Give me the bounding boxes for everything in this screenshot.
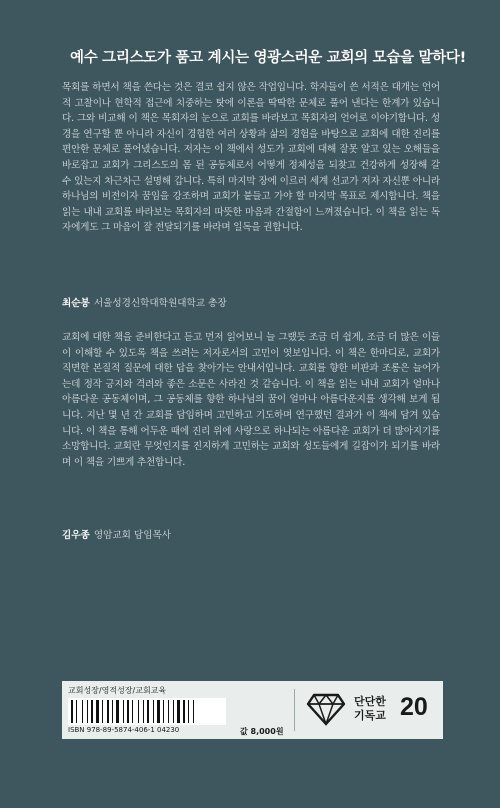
- review-text-1: 목회를 하면서 책을 쓴다는 것은 결코 쉽지 않은 작업입니다. 학자들이 쓴 서적은 대개는 언어적 고찰이나 현학적 접근에 치중하는 탓에 이론을 딱딱한 문체로 풀어 낸다는 한계가 있습니다. 그와 비교해 이 책은 목회자의 눈으로 교회를 바라보고 목회자의 언어로 이야기합니다. 성경을 연구할 뿐 아니라 자신이 경험한 여러 상황과 삶의 경험을 바탕으로 교회에 대한 진리를 편안한 문체로 풀어냈습니다. 저자는 이 책에서 성도가 교회에 대해 잘못 알고 있는 오해들을 바로잡고 교회가 그리스도의 몸 된 공동체로서 어떻게 정체성을 되찾고 건강하게 성장해 갈 수 있는지 차근차근 설명해 갑니다. 특히 마지막 장에 이르러 세계 선교가 저자 자신뿐 아니라 하나님의 비전이자 꿈임을 강조하며 교회가 붙들고 가야 할 마지막 목표로 제시합니다. 책을 읽는 내내 교회를 바라보는 목회자의 따뜻한 마음과 간절함이 느껴졌습니다. 이 책을 읽는 독자에게도 그 마음이 잘 전달되기를 바라며 일독을 권합니다.: [62, 82, 440, 234]
- barcode-bar: [127, 700, 129, 723]
- barcode-bar: [102, 700, 103, 723]
- barcode-bar: [130, 700, 131, 723]
- barcode-bar: [84, 700, 86, 723]
- barcode-bar: [193, 700, 194, 723]
- barcode-bar: [112, 700, 113, 723]
- reviewer-name-1: 최순봉: [62, 298, 90, 309]
- review-text-2: 교회에 대한 책을 준비한다고 듣고 먼저 읽어보니 늘 그랬듯 조금 더 쉽게, 조금 더 많은 이들이 이해할 수 있도록 책을 쓰려는 저자로서의 고민이 엿보입니다. 이 책은 한마디로, 교회가 직면한 본질적 질문에 대한 답을 찾아가는 안내서입니다. 교회를 향한 비판과 조롱은 늘어가는데 정작 긍지와 격려와 좋은 소문은 사라진 것 같습니다. 이 책을 읽는 내내 교회가 얼마나 아름다운 공동체이며, 그 공동체를 향한 하나님의 꿈이 얼마나 아름다운지를 생각해 보게 됩니다. 지난 몇 년 간 교회를 담임하며 고민하고 기도하며 연구했던 결과가 이 책에 담겨 있습니다. 이 책을 통해 어두운 때에 진리 위에 사랑으로 하나되는 아름다운 교회가 더 많아지기를 소망합니다. 교회란 무엇인지를 진지하게 고민하는 교회와 성도들에게 길잡이가 되기를 바라며 이 책을 기쁘게 추천합니다.: [62, 332, 440, 468]
- reviewer-name-2: 김우종: [62, 530, 90, 541]
- barcode-bar: [132, 700, 133, 723]
- barcode-bar: [74, 700, 75, 723]
- headline: 예수 그리스도가 품고 계시는 영광스러운 교회의 모습을 말하다!: [70, 50, 466, 66]
- isbn-text: ISBN 978-89-5874-406-1 04230: [68, 726, 180, 734]
- reviewer-title-1: 서울성경신학대학원대학교 총장: [93, 298, 227, 309]
- series-name-line1: 단단한: [354, 695, 386, 708]
- barcode-bar: [161, 700, 162, 723]
- barcode-bar: [173, 700, 174, 723]
- barcode-bar: [100, 700, 101, 723]
- barcode-bar: [71, 700, 73, 723]
- barcode-bar: [116, 700, 119, 723]
- barcode-bar: [91, 700, 93, 723]
- barcode-bar: [165, 700, 167, 723]
- barcode-bar: [190, 700, 192, 723]
- barcode-bar: [120, 700, 122, 723]
- barcode-bar: [123, 700, 124, 723]
- barcode-bar: [155, 700, 156, 723]
- barcode-bar: [186, 700, 187, 723]
- divider: [294, 689, 295, 731]
- barcode: [68, 698, 226, 725]
- series-name: [354, 695, 394, 723]
- barcode-bar: [107, 700, 109, 723]
- barcode-bar: [147, 700, 149, 723]
- barcode-bar: [140, 700, 142, 723]
- barcode-bar: [183, 700, 185, 723]
- review-signature-2: [62, 527, 171, 541]
- barcode-bar: [188, 700, 189, 723]
- barcode-bar: [134, 700, 137, 723]
- barcode-bar: [110, 700, 111, 723]
- barcode-bar: [96, 700, 99, 723]
- barcode-bars: [71, 700, 223, 723]
- diamond-icon: [306, 691, 346, 727]
- barcode-bar: [170, 700, 172, 723]
- barcode-bar: [195, 700, 198, 723]
- barcode-bar: [163, 700, 164, 723]
- barcode-bar: [181, 700, 182, 723]
- series-name-line2: 기독교: [354, 709, 386, 722]
- review-signature-1: [62, 295, 227, 309]
- barcode-bar: [157, 700, 160, 723]
- barcode-bar: [125, 700, 126, 723]
- barcode-bar: [175, 700, 176, 723]
- barcode-bar: [168, 700, 169, 723]
- barcode-bar: [82, 700, 83, 723]
- price-text: 값 8,000원: [240, 727, 284, 736]
- barcode-bar: [177, 700, 180, 723]
- info-strip: [62, 681, 443, 739]
- barcode-bar: [153, 700, 154, 723]
- barcode-bar: [138, 700, 139, 723]
- category-tags: 교회성장/영적성장/교회교육: [68, 686, 167, 695]
- barcode-bar: [89, 700, 90, 723]
- barcode-bar: [150, 700, 152, 723]
- barcode-bar: [87, 700, 88, 723]
- reviewer-title-2: 영암교회 담임목사: [93, 530, 172, 541]
- series-number: 20: [400, 693, 428, 721]
- barcode-bar: [143, 700, 144, 723]
- barcode-bar: [94, 700, 95, 723]
- barcode-bar: [78, 700, 81, 723]
- barcode-bar: [114, 700, 115, 723]
- barcode-bar: [145, 700, 146, 723]
- barcode-bar: [76, 700, 77, 723]
- barcode-bar: [104, 700, 106, 723]
